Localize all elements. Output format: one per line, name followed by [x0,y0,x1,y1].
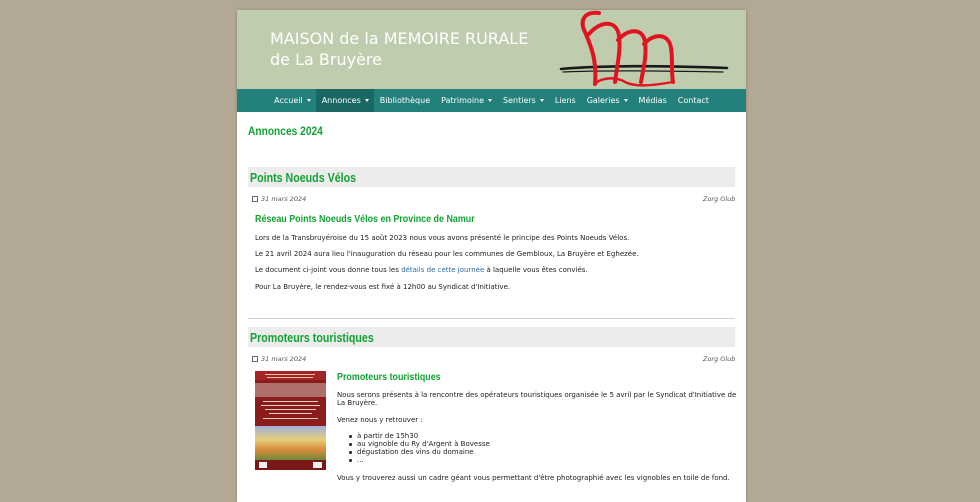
nav-item-bibliotheque[interactable]: Bibliothèque [379,96,431,105]
details-link[interactable]: détails de cette journée [401,266,485,274]
article-author: Zorg Glub [703,355,736,363]
article-date: 31 mars 2024 [252,195,306,203]
list-item: à partir de 15h30 [348,432,490,440]
event-details-list [348,432,490,464]
nav-item-accueil[interactable]: Accueil [269,89,317,112]
article-paragraph: Le 21 avril 2024 aura lieu l'inauguration du réseau pour les communes de Gembloux, La Bruyère et Eghezée. [255,250,639,258]
article-subtitle: Promoteurs touristiques [337,371,441,383]
article-paragraph: Venez nous y retrouver : [337,416,423,424]
nav-item-patrimoine[interactable]: Patrimoine [436,89,498,112]
calendar-icon [252,356,258,362]
article-paragraph: Lors de la Transbruyéroise du 15 août 2023 nous vous avons présenté le principe des Points Noeuds Vélos. [255,234,630,242]
article-paragraph: Pour La Bruyère, le rendez-vous est fixé à 12h00 au Syndicat d'Initiative. [255,283,511,291]
caret-down-icon [488,99,492,102]
article-paragraph: La Bruyère. [337,399,378,407]
article-subtitle: Réseau Points Noeuds Vélos en Province de Namur [255,213,475,225]
caret-down-icon [540,99,544,102]
nav-item-contact[interactable]: Contact [677,96,709,105]
site-title-line2: de La Bruyère [270,50,382,69]
article-header [248,327,735,347]
article-header [248,167,735,187]
poster-image[interactable] [255,371,326,470]
list-item: au vignoble du Ry d'Argent à Bovesse [348,440,490,448]
nav-item-galeries[interactable]: Galeries [581,89,633,112]
caret-down-icon [624,99,628,102]
site-header [237,10,746,89]
main-navigation [237,89,746,112]
article-paragraph: Le document ci-joint vous donne tous les détails de cette journée à laquelle vous êtes conviés. [255,266,588,274]
nav-item-annonces[interactable]: Annonces [316,89,374,112]
nav-item-medias[interactable]: Médias [638,96,667,105]
article-date: 31 mars 2024 [252,355,306,363]
site-title-line1: MAISON de la MEMOIRE RURALE [270,29,529,48]
article-title[interactable]: Points Noeuds Vélos [250,170,357,185]
nav-item-liens[interactable]: Liens [554,96,576,105]
page-title: Annonces 2024 [248,124,323,138]
page-container [237,10,746,502]
list-item: dégustation des vins du domaine [348,448,490,456]
article-author: Zorg Glub [703,195,736,203]
article-paragraph: Nous serons présents à la rencontre des opérateurs touristiques organisée le 5 avril par le Syndicat d'Initiative de [337,391,737,399]
calendar-icon [252,196,258,202]
list-item: ... [348,456,490,464]
caret-down-icon [307,99,311,102]
article-title[interactable]: Promoteurs touristiques [250,330,374,345]
caret-down-icon [365,99,369,102]
article-paragraph: Vous y trouverez aussi un cadre géant vous permettant d'être photographié avec les vignobles en toile de fond. [337,474,730,482]
article-divider [248,318,735,319]
nav-item-sentiers[interactable]: Sentiers [498,89,550,112]
site-logo-scribble[interactable] [555,10,730,89]
